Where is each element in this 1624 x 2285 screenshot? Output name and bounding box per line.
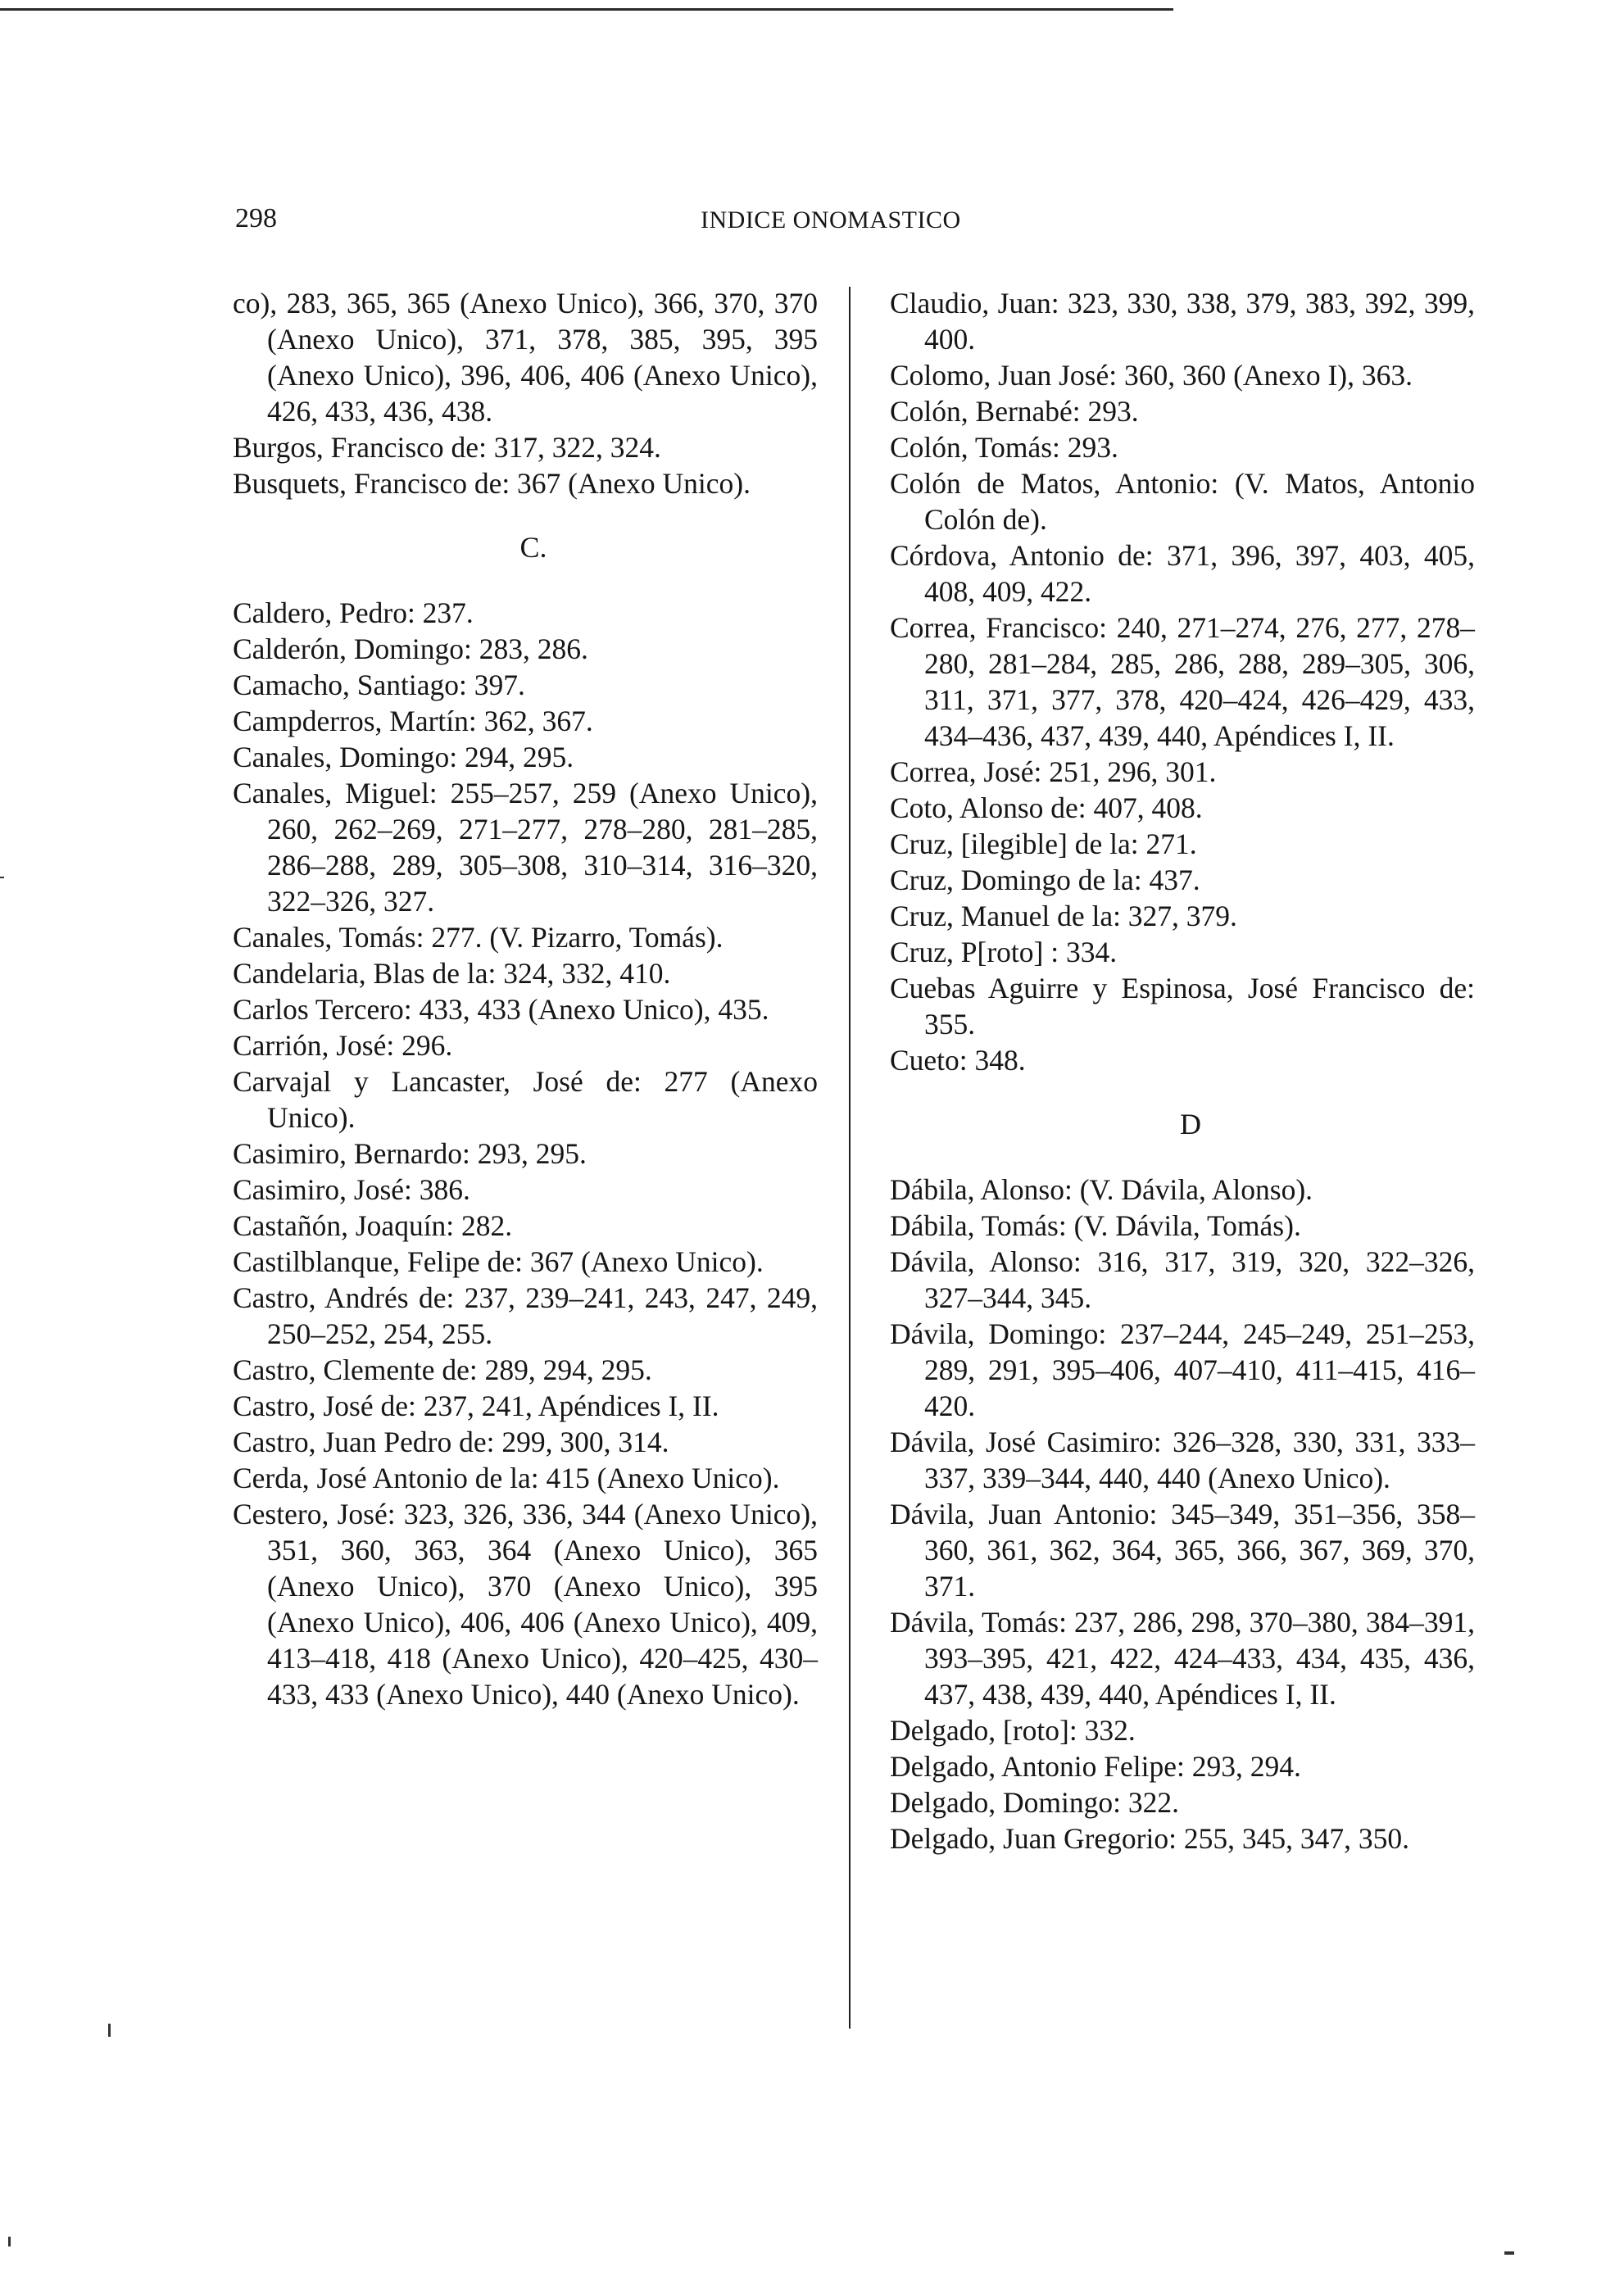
index-entry: Cruz, P[roto] : 334. [890,936,1118,968]
index-entry: Delgado, Domingo: 322. [890,1786,1179,1819]
index-entry: Castilblanque, Felipe de: 367 (Anexo Unico). [233,1245,764,1278]
page-header [0,203,1624,244]
scan-mark [1504,2251,1514,2255]
index-entry: Colón, Tomás: 293. [890,431,1118,464]
index-entry: Castañón, Joaquín: 282. [233,1209,513,1242]
index-entry: Casimiro, Bernardo: 293, 295. [233,1137,587,1170]
entries-c-right [890,285,1475,1078]
index-entry: Cruz, Domingo de la: 437. [890,864,1200,896]
index-entry: Camacho, Santiago: 397. [233,669,525,701]
index-entry: Claudio, Juan: 323, 330, 338, 379, 383, 392, 399, 400. [890,287,1475,356]
index-entry: Delgado, Juan Gregorio: 255, 345, 347, 350. [890,1822,1409,1855]
index-entry: Castro, José de: 237, 241, Apéndices I, II. [233,1390,719,1422]
top-rule [0,8,1173,11]
index-entry: Córdova, Antonio de: 371, 396, 397, 403, 405, 408, 409, 422. [890,539,1475,608]
index-entry: Castro, Andrés de: 237, 239–241, 243, 247, 249, 250–252, 254, 255. [233,1281,818,1350]
index-entry: Burgos, Francisco de: 317, 322, 324. [233,431,661,464]
left-column [233,285,818,1712]
running-head: INDICE ONOMASTICO [701,206,961,233]
entries-c-left [233,595,818,1712]
index-entry: Calderón, Domingo: 283, 286. [233,632,588,665]
index-entry: Cestero, José: 323, 326, 336, 344 (Anexo Unico), 351, 360, 363, 364 (Anexo Unico), 365 (Anexo Unico), 370 (Anexo Unico), 395 (Anexo Unico), 406, 406 (Anexo Unico), 409, 413–418, 418 (Anexo Unico), 420–425, 430–433, 433 (Anexo Unico), 440 (Anexo Unico). [233,1498,818,1711]
index-entry: Correa, José: 251, 296, 301. [890,755,1217,788]
index-entry: Carvajal y Lancaster, José de: 277 (Anexo Unico). [233,1065,818,1134]
index-entry: Canales, Tomás: 277. (V. Pizarro, Tomás). [233,921,724,954]
index-entry: Campderros, Martín: 362, 367. [233,705,593,737]
index-entry: Busquets, Francisco de: 367 (Anexo Unico). [233,467,751,500]
index-entry: Dávila, Tomás: 237, 286, 298, 370–380, 384–391, 393–395, 421, 422, 424–433, 434, 435, 436, 437, 438, 439, 440, Apéndices I, II. [890,1606,1475,1711]
page-number: 298 [235,203,277,233]
index-entry: Cuebas Aguirre y Espinosa, José Francisco de: 355. [890,972,1475,1040]
index-entry: Correa, Francisco: 240, 271–274, 276, 277, 278–280, 281–284, 285, 286, 288, 289–305, 306, 311, 371, 377, 378, 420–424, 426–429, 433, 434–436, 437, 439, 440, Apéndices I, II. [890,611,1475,752]
index-entry: Colón de Matos, Antonio: (V. Matos, Antonio Colón de). [890,467,1475,536]
index-entry: Castro, Clemente de: 289, 294, 295. [233,1353,652,1386]
index-entry: Colón, Bernabé: 293. [890,395,1139,428]
index-entry: Delgado, [roto]: 332. [890,1714,1136,1747]
index-entry: Castro, Juan Pedro de: 299, 300, 314. [233,1426,669,1458]
index-entry: Canales, Miguel: 255–257, 259 (Anexo Unico), 260, 262–269, 271–277, 278–280, 281–285, 286–288, 289, 305–308, 310–314, 316–320, 322–326, 327. [233,777,818,918]
index-entry: Coto, Alonso de: 407, 408. [890,791,1203,824]
index-entry: Dábila, Tomás: (V. Dávila, Tomás). [890,1209,1301,1242]
index-entry: Casimiro, José: 386. [233,1173,470,1206]
entries-d [890,1172,1475,1857]
index-entry: Cruz, [ilegible] de la: 271. [890,827,1197,860]
entries-b [233,429,818,501]
section-letter-d: D [1180,1108,1201,1140]
column-divider [849,287,851,2029]
index-entry: Candelaria, Blas de la: 324, 332, 410. [233,957,671,990]
index-entry: Cueto: 348. [890,1044,1026,1077]
right-column [890,285,1475,1857]
continuation-entry: co), 283, 365, 365 (Anexo Unico), 366, 370, 370 (Anexo Unico), 371, 378, 385, 395, 395 (Anexo Unico), 396, 406, 406 (Anexo Unico), 426, 433, 436, 438. [233,287,818,428]
scan-mark [108,2024,111,2037]
index-entry: Colomo, Juan José: 360, 360 (Anexo I), 363. [890,359,1413,392]
index-entry: Dávila, Domingo: 237–244, 245–249, 251–253, 289, 291, 395–406, 407–410, 411–415, 416–420. [890,1317,1475,1422]
index-entry: Dávila, Juan Antonio: 345–349, 351–356, 358–360, 361, 362, 364, 365, 366, 367, 369, 370, 371. [890,1498,1475,1603]
index-entry: Dávila, José Casimiro: 326–328, 330, 331, 333–337, 339–344, 440, 440 (Anexo Unico). [890,1426,1475,1494]
index-entry: Dávila, Alonso: 316, 317, 319, 320, 322–326, 327–344, 345. [890,1245,1475,1314]
index-entry: Carlos Tercero: 433, 433 (Anexo Unico), 435. [233,993,769,1026]
index-entry: Cruz, Manuel de la: 327, 379. [890,900,1237,932]
index-entry: Delgado, Antonio Felipe: 293, 294. [890,1750,1301,1783]
index-entry: Carrión, José: 296. [233,1029,453,1062]
index-entry: Dábila, Alonso: (V. Dávila, Alonso). [890,1173,1313,1206]
index-entry: Cerda, José Antonio de la: 415 (Anexo Unico). [233,1462,780,1494]
scan-mark [8,2237,11,2246]
scan-mark [0,877,4,878]
index-entry: Caldero, Pedro: 237. [233,596,474,629]
section-letter-c: C. [519,531,547,564]
index-entry: Canales, Domingo: 294, 295. [233,741,574,773]
